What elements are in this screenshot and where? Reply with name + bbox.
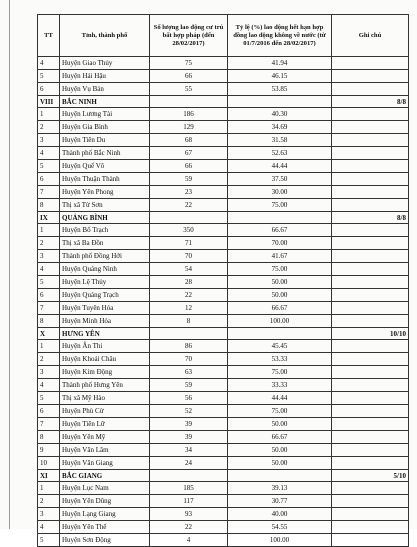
cell-tt: 6 — [38, 83, 60, 96]
table-row — [38, 289, 409, 302]
table-row — [38, 315, 409, 328]
cell-percent: 100.00 — [228, 534, 332, 547]
cell-percent: 44.44 — [228, 392, 332, 405]
cell-tt: 4 — [38, 263, 60, 276]
cell-percent: 44.44 — [228, 160, 332, 173]
cell-name: HƯNG YÊN — [60, 328, 150, 340]
cell-name: Huyện Quảng Ninh — [60, 263, 150, 276]
cell-name: Huyện Bố Trạch — [60, 224, 150, 237]
cell-note — [332, 199, 409, 212]
cell-count: 59 — [150, 379, 228, 392]
cell-count: 4 — [150, 534, 228, 547]
cell-percent: 34.69 — [228, 121, 332, 134]
table-row — [38, 392, 409, 405]
cell-percent: 31.58 — [228, 134, 332, 147]
cell-note — [332, 457, 409, 470]
cell-count: 71 — [150, 237, 228, 250]
cell-note — [332, 276, 409, 289]
cell-count: 63 — [150, 366, 228, 379]
cell-percent: 66.67 — [228, 224, 332, 237]
cell-name: Huyện Yên Thế — [60, 521, 150, 534]
cell-count: 55 — [150, 83, 228, 96]
table-row — [38, 495, 409, 508]
cell-note — [332, 160, 409, 173]
cell-name: Thị xã Từ Sơn — [60, 199, 150, 212]
cell-count: 34 — [150, 444, 228, 457]
cell-tt: 6 — [38, 173, 60, 186]
cell-name: Thành phố Đồng Hới — [60, 250, 150, 263]
cell-name: Huyện Gia Bình — [60, 121, 150, 134]
cell-note — [332, 134, 409, 147]
cell-tt: 1 — [38, 340, 60, 353]
cell-name: Thị xã Mỹ Hào — [60, 392, 150, 405]
table-row — [38, 121, 409, 134]
cell-name: Huyện Ân Thi — [60, 340, 150, 353]
cell-tt: VIII — [38, 96, 60, 108]
cell-note — [332, 534, 409, 547]
table-row — [38, 134, 409, 147]
table-row — [38, 534, 409, 547]
table-row — [38, 250, 409, 263]
cell-tt: 8 — [38, 431, 60, 444]
cell-name: BẮC NINH — [60, 96, 150, 108]
table-row — [38, 237, 409, 250]
cell-tt: 5 — [38, 276, 60, 289]
section-row — [38, 212, 409, 224]
cell-tt: 6 — [38, 405, 60, 418]
cell-name: Huyện Văn Lâm — [60, 444, 150, 457]
cell-note — [332, 508, 409, 521]
cell-tt: 4 — [38, 147, 60, 160]
cell-tt: 7 — [38, 302, 60, 315]
cell-tt: 5 — [38, 160, 60, 173]
cell-name: Huyện Quảng Trạch — [60, 289, 150, 302]
cell-percent: 50.00 — [228, 444, 332, 457]
cell-note — [332, 392, 409, 405]
cell-count: 12 — [150, 302, 228, 315]
cell-count: 59 — [150, 173, 228, 186]
table-row — [38, 521, 409, 534]
table-row — [38, 263, 409, 276]
cell-percent: 50.00 — [228, 457, 332, 470]
cell-tt: 2 — [38, 495, 60, 508]
cell-note — [332, 353, 409, 366]
cell-name: Huyện Sơn Động — [60, 534, 150, 547]
cell-name: Thành phố Bắc Ninh — [60, 147, 150, 160]
cell-name: Huyện Yên Phong — [60, 186, 150, 199]
header-province: Tỉnh, thành phố — [60, 15, 150, 57]
cell-percent — [228, 96, 332, 108]
cell-count: 350 — [150, 224, 228, 237]
table-row — [38, 366, 409, 379]
cell-note: 8/8 — [332, 96, 409, 108]
section-row — [38, 470, 409, 482]
cell-note — [332, 444, 409, 457]
cell-count: 67 — [150, 147, 228, 160]
cell-note — [332, 366, 409, 379]
cell-tt: 3 — [38, 134, 60, 147]
cell-percent: 75.00 — [228, 366, 332, 379]
cell-count: 70 — [150, 250, 228, 263]
cell-name: Huyện Tuyên Hóa — [60, 302, 150, 315]
cell-note: 10/10 — [332, 328, 409, 340]
cell-percent: 53.33 — [228, 353, 332, 366]
cell-note — [332, 340, 409, 353]
cell-count: 86 — [150, 340, 228, 353]
table-row — [38, 431, 409, 444]
cell-name: Huyện Yên Dũng — [60, 495, 150, 508]
cell-count: 22 — [150, 289, 228, 302]
table-row — [38, 457, 409, 470]
cell-percent: 30.00 — [228, 186, 332, 199]
cell-name: Huyện Lục Nam — [60, 482, 150, 495]
header-note: Ghi chú — [332, 15, 409, 57]
cell-count: 75 — [150, 57, 228, 70]
table-row — [38, 70, 409, 83]
cell-tt: 3 — [38, 366, 60, 379]
cell-tt: 4 — [38, 57, 60, 70]
cell-percent: 75.00 — [228, 199, 332, 212]
cell-count: 66 — [150, 160, 228, 173]
table-row — [38, 276, 409, 289]
header-ratio: Tỷ lệ (%) lao động hết hạn hợp đồng lao động không về nước (từ 01/7/2016 đến 28/02/2017) — [228, 15, 332, 57]
cell-tt: 4 — [38, 379, 60, 392]
cell-tt: 10 — [38, 457, 60, 470]
cell-count — [150, 328, 228, 340]
cell-note — [332, 521, 409, 534]
cell-name: Huyện Giao Thủy — [60, 57, 150, 70]
cell-percent — [228, 328, 332, 340]
cell-count: 66 — [150, 70, 228, 83]
table-row — [38, 199, 409, 212]
page-edge-line — [9, 0, 10, 529]
cell-note — [332, 57, 409, 70]
cell-name: Huyện Lương Tài — [60, 108, 150, 121]
cell-count: 8 — [150, 315, 228, 328]
table-row — [38, 482, 409, 495]
cell-tt: 5 — [38, 392, 60, 405]
cell-percent: 66.67 — [228, 302, 332, 315]
cell-tt: 3 — [38, 250, 60, 263]
cell-count: 93 — [150, 508, 228, 521]
cell-name: Huyện Hải Hậu — [60, 70, 150, 83]
table-row — [38, 444, 409, 457]
cell-count: 52 — [150, 405, 228, 418]
statistics-table — [37, 14, 409, 547]
header-workers: Số lượng lao động cư trú bất hợp pháp (đến 28/02/2017) — [150, 15, 228, 57]
table-row — [38, 83, 409, 96]
cell-count: 117 — [150, 495, 228, 508]
section-row — [38, 96, 409, 108]
cell-note — [332, 315, 409, 328]
cell-count: 68 — [150, 134, 228, 147]
cell-percent: 54.55 — [228, 521, 332, 534]
cell-note — [332, 147, 409, 160]
cell-name: BẮC GIANG — [60, 470, 150, 482]
cell-percent: 50.00 — [228, 289, 332, 302]
table-row — [38, 508, 409, 521]
cell-name: Huyện Lệ Thủy — [60, 276, 150, 289]
cell-name: Huyện Minh Hóa — [60, 315, 150, 328]
cell-tt: 7 — [38, 186, 60, 199]
cell-count: 56 — [150, 392, 228, 405]
cell-count: 24 — [150, 457, 228, 470]
cell-name: Thị xã Ba Đồn — [60, 237, 150, 250]
table-row — [38, 173, 409, 186]
cell-note — [332, 379, 409, 392]
cell-percent: 30.77 — [228, 495, 332, 508]
table-row — [38, 57, 409, 70]
section-row — [38, 328, 409, 340]
cell-tt: 5 — [38, 534, 60, 547]
cell-percent: 70.00 — [228, 237, 332, 250]
table-row — [38, 147, 409, 160]
cell-note: 8/8 — [332, 212, 409, 224]
header-tt: TT — [38, 15, 60, 57]
cell-tt: X — [38, 328, 60, 340]
cell-count: 28 — [150, 276, 228, 289]
cell-name: Huyện Tiên Lữ — [60, 418, 150, 431]
cell-percent — [228, 212, 332, 224]
cell-note — [332, 250, 409, 263]
cell-name: Huyện Vụ Bản — [60, 83, 150, 96]
table-row — [38, 405, 409, 418]
cell-count: 23 — [150, 186, 228, 199]
cell-name: Huyện Văn Giang — [60, 457, 150, 470]
table-row — [38, 160, 409, 173]
cell-count: 39 — [150, 418, 228, 431]
cell-percent: 50.00 — [228, 418, 332, 431]
cell-percent: 50.00 — [228, 276, 332, 289]
cell-count: 22 — [150, 521, 228, 534]
cell-name: Huyện Yên Mỹ — [60, 431, 150, 444]
cell-tt: 2 — [38, 353, 60, 366]
cell-percent: 53.85 — [228, 83, 332, 96]
cell-note — [332, 263, 409, 276]
cell-count: 22 — [150, 199, 228, 212]
cell-note — [332, 289, 409, 302]
cell-tt: 1 — [38, 224, 60, 237]
cell-percent: 46.15 — [228, 70, 332, 83]
cell-note — [332, 302, 409, 315]
cell-percent: 66.67 — [228, 431, 332, 444]
cell-name: Huyện Quế Võ — [60, 160, 150, 173]
cell-note — [332, 108, 409, 121]
cell-percent: 40.00 — [228, 508, 332, 521]
cell-name: Huyện Khoái Châu — [60, 353, 150, 366]
cell-note — [332, 482, 409, 495]
cell-tt: 5 — [38, 70, 60, 83]
cell-percent: 41.94 — [228, 57, 332, 70]
cell-tt: 8 — [38, 199, 60, 212]
cell-note — [332, 224, 409, 237]
cell-percent: 39.13 — [228, 482, 332, 495]
cell-percent: 37.50 — [228, 173, 332, 186]
cell-count: 129 — [150, 121, 228, 134]
table-row — [38, 418, 409, 431]
cell-count: 185 — [150, 482, 228, 495]
cell-percent: 41.67 — [228, 250, 332, 263]
cell-percent: 100.00 — [228, 315, 332, 328]
cell-name: QUẢNG BÌNH — [60, 212, 150, 224]
cell-percent: 52.63 — [228, 147, 332, 160]
cell-count — [150, 96, 228, 108]
cell-name: Thành phố Hưng Yên — [60, 379, 150, 392]
table-row — [38, 108, 409, 121]
cell-tt: 4 — [38, 521, 60, 534]
cell-tt: 2 — [38, 237, 60, 250]
cell-note — [332, 121, 409, 134]
cell-count — [150, 212, 228, 224]
cell-note — [332, 186, 409, 199]
cell-note — [332, 173, 409, 186]
cell-name: Huyện Kim Động — [60, 366, 150, 379]
cell-name: Huyện Lạng Giang — [60, 508, 150, 521]
cell-count: 39 — [150, 431, 228, 444]
cell-tt: XI — [38, 470, 60, 482]
table-body — [38, 57, 409, 547]
cell-note — [332, 495, 409, 508]
cell-note — [332, 83, 409, 96]
cell-tt: IX — [38, 212, 60, 224]
cell-note: 5/10 — [332, 470, 409, 482]
cell-tt: 1 — [38, 482, 60, 495]
cell-name: Huyện Tiên Du — [60, 134, 150, 147]
cell-tt: 6 — [38, 289, 60, 302]
cell-note — [332, 418, 409, 431]
cell-note — [332, 237, 409, 250]
cell-tt: 3 — [38, 508, 60, 521]
cell-percent: 45.45 — [228, 340, 332, 353]
table-row — [38, 379, 409, 392]
table-row — [38, 353, 409, 366]
cell-percent: 75.00 — [228, 405, 332, 418]
cell-count: 70 — [150, 353, 228, 366]
cell-note — [332, 405, 409, 418]
table-header-row — [38, 15, 409, 57]
cell-count — [150, 470, 228, 482]
cell-tt: 9 — [38, 444, 60, 457]
table-row — [38, 186, 409, 199]
cell-tt: 8 — [38, 315, 60, 328]
table-row — [38, 224, 409, 237]
table-row — [38, 340, 409, 353]
cell-tt: 7 — [38, 418, 60, 431]
cell-count: 186 — [150, 108, 228, 121]
cell-note — [332, 431, 409, 444]
cell-percent: 75.00 — [228, 263, 332, 276]
cell-count: 54 — [150, 263, 228, 276]
cell-tt: 2 — [38, 121, 60, 134]
cell-name: Huyện Phù Cừ — [60, 405, 150, 418]
cell-percent — [228, 470, 332, 482]
cell-tt: 1 — [38, 108, 60, 121]
table-row — [38, 302, 409, 315]
cell-note — [332, 70, 409, 83]
cell-percent: 33.33 — [228, 379, 332, 392]
cell-name: Huyện Thuận Thành — [60, 173, 150, 186]
cell-percent: 40.30 — [228, 108, 332, 121]
